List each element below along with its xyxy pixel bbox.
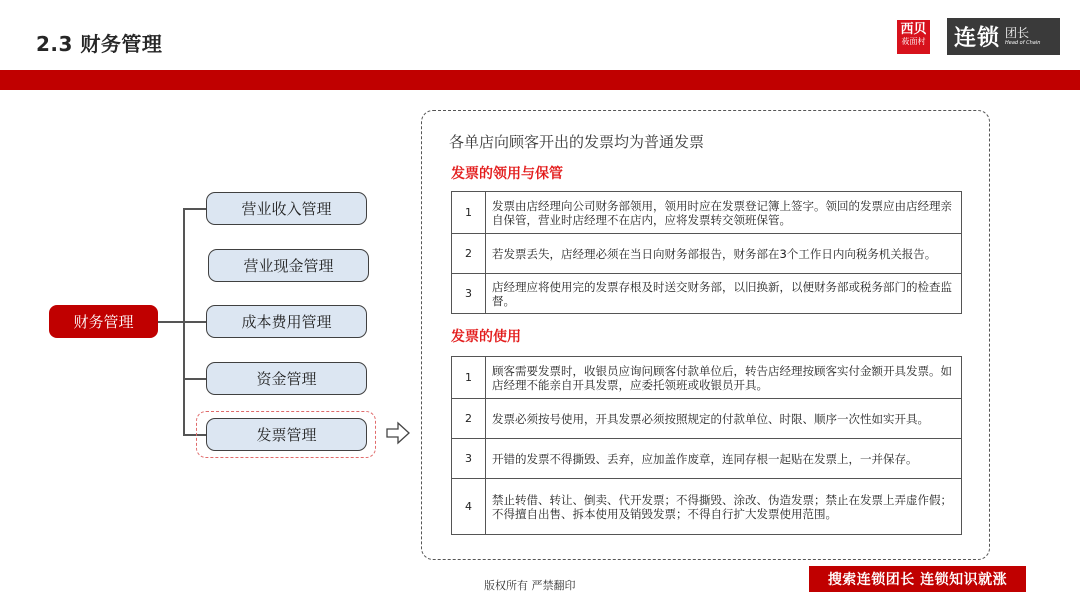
right-arrow-icon [386,421,410,445]
connector-root [158,321,184,323]
chain-logo-tiny: Head of Chain [1005,40,1041,46]
row-text: 禁止转借、转让、倒卖、代开发票；不得撕毁、涂改、伪造发票；禁止在发票上弄虚作假；不得擅自出售、拆本使用及销毁发票；不得自行扩大发票使用范围。 [486,479,962,535]
rules-table-receive-keep [451,191,962,314]
row-number: 3 [452,274,486,314]
row-number: 2 [452,234,486,274]
row-number: 1 [452,192,486,234]
connector-branch-4 [183,378,207,380]
panel-intro: 各单店向顾客开出的发票均为普通发票 [449,133,705,151]
table-row [452,274,962,314]
section-title-receive-keep: 发票的领用与保管 [451,166,563,182]
row-number: 2 [452,399,486,439]
row-text: 顾客需要发票时，收银员应询问顾客付款单位后，转告店经理按顾客实付金额开具发票。如店经理不能亲自开具发票，应委托领班或收银员开具。 [486,357,962,399]
connector-branch-1 [183,208,207,210]
table-row [452,192,962,234]
header-red-band [0,70,1080,90]
row-number: 3 [452,439,486,479]
table-row [452,479,962,535]
tree-root-finance-management[interactable]: 财务管理 [49,305,158,338]
row-number: 1 [452,357,486,399]
chain-leader-logo [947,18,1060,55]
tree-node-revenue-management[interactable]: 营业收入管理 [206,192,367,225]
section-title-usage: 发票的使用 [451,329,521,345]
xibei-logo-line2: 莜面村 [901,37,926,46]
row-text: 发票必须按号使用，开具发票必须按照规定的付款单位、时限、顺序一次性如实开具。 [486,399,962,439]
page-title: 2.3 财务管理 [36,32,163,56]
table-row [452,399,962,439]
connector-branch-3 [183,321,207,323]
chain-logo-small: 团长 [1005,26,1030,40]
row-text: 发票由店经理向公司财务部领用，领用时应在发票登记簿上签字。领回的发票应由店经理亲自保管，营业时店经理不在店内，应将发票转交领班保管。 [486,192,962,234]
row-text: 开错的发票不得撕毁、丢弃，应加盖作废章，连同存根一起贴在发票上，一并保存。 [486,439,962,479]
xibei-logo-line1: 西贝 [900,22,927,37]
rules-table-usage [451,356,962,535]
tree-node-cash-management[interactable]: 营业现金管理 [208,249,369,282]
table-row [452,439,962,479]
tree-node-invoice-management[interactable]: 发票管理 [206,418,367,451]
chain-logo-big: 连锁 [954,26,1001,51]
tree-node-cost-management[interactable]: 成本费用管理 [206,305,367,338]
table-row [452,357,962,399]
row-number: 4 [452,479,486,535]
copyright-notice: 版权所有 严禁翻印 [484,579,576,592]
row-text: 店经理应将使用完的发票存根及时送交财务部，以旧换新，以便财务部或税务部门的检查监督。 [486,274,962,314]
table-row [452,234,962,274]
tree-node-fund-management[interactable]: 资金管理 [206,362,367,395]
search-promo-banner: 搜索连锁团长 连锁知识就涨 [809,566,1026,592]
row-text: 若发票丢失，店经理必须在当日向财务部报告，财务部在3个工作日内向税务机关报告。 [486,234,962,274]
xibei-logo [897,20,930,54]
